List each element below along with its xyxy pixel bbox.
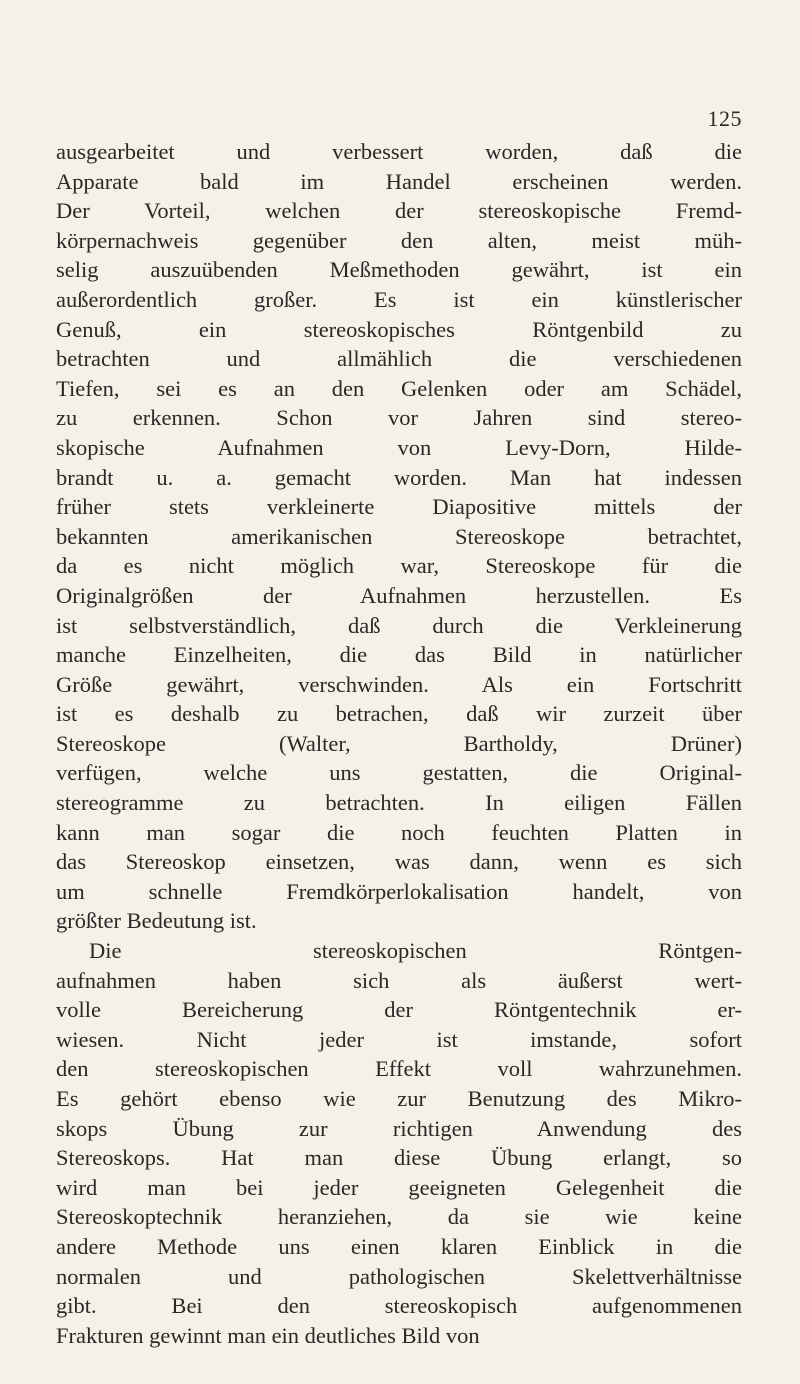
text-line: Frakturen gewinnt man ein deutliches Bild von — [56, 1322, 480, 1348]
text-line: volle Bereicherung der Röntgentechnik er- — [56, 997, 742, 1023]
text-line: früher stets verkleinerte Diapositive mittels der — [56, 494, 742, 520]
text-line: manche Einzelheiten, die das Bild in natürlicher — [56, 642, 742, 668]
text-line: Es gehört ebenso wie zur Benutzung des Mikro- — [56, 1086, 742, 1111]
text-line: normalen und pathologischen Skelettverhältnisse — [56, 1263, 742, 1289]
text-line: größter Bedeutung ist. — [56, 908, 257, 934]
text-line: skopische Aufnahmen von Levy-Dorn, Hilde- — [56, 434, 742, 460]
text-line: Der Vorteil, welchen der stereoskopische Fremd- — [56, 198, 742, 224]
text-line: brandt u. a. gemacht worden. Man hat indessen — [56, 464, 742, 490]
text-line: Größe gewährt, verschwinden. Als ein Fortschritt — [56, 671, 742, 697]
text-line: ist selbstverständlich, daß durch die Verkleinerung — [56, 612, 742, 638]
text-line: andere Methode uns einen klaren Einblick in die — [56, 1233, 742, 1259]
text-line: gibt. Bei den stereoskopisch aufgenommenen — [56, 1293, 742, 1319]
text-line: außerordentlich großer. Es ist ein künstlerischer — [56, 286, 742, 312]
page-number: 125 — [707, 106, 742, 131]
text-line: wiesen. Nicht jeder ist imstande, sofort — [56, 1026, 742, 1052]
text-line: zu erkennen. Schon vor Jahren sind stereo- — [56, 405, 742, 431]
text-line: Tiefen, sei es an den Gelenken oder am Schädel, — [56, 375, 742, 401]
text-line: da es nicht möglich war, Stereoskope für die — [56, 553, 742, 579]
text-line: Stereoskope (Walter, Bartholdy, Drüner) — [56, 730, 742, 756]
text-line: skops Übung zur richtigen Anwendung des — [56, 1115, 742, 1141]
text-line: Originalgrößen der Aufnahmen herzustellen. Es — [56, 582, 742, 608]
text-line: kann man sogar die noch feuchten Platten in — [56, 819, 742, 845]
text-line: Stereoskoptechnik heranziehen, da sie wie keine — [56, 1204, 742, 1230]
text-line: Die stereoskopischen Röntgen- — [89, 938, 742, 964]
text-line: ausgearbeitet und verbessert worden, daß die — [56, 139, 742, 164]
text-line: körpernachweis gegenüber den alten, meist müh- — [56, 227, 742, 253]
text-line: ist es deshalb zu betrachen, daß wir zurzeit über — [56, 701, 742, 727]
text-line: verfügen, welche uns gestatten, die Original- — [56, 760, 742, 786]
text-line: den stereoskopischen Effekt voll wahrzunehmen. — [56, 1056, 742, 1082]
text-line: Apparate bald im Handel erscheinen werden. — [56, 168, 742, 194]
text-line: betrachten und allmählich die verschiedenen — [56, 346, 742, 372]
text-line: wird man bei jeder geeigneten Gelegenheit die — [56, 1174, 742, 1200]
text-line: um schnelle Fremdkörperlokalisation handelt, von — [56, 878, 742, 904]
text-line: das Stereoskop einsetzen, was dann, wenn es sich — [56, 849, 742, 875]
text-line: bekannten amerikanischen Stereoskope betrachtet, — [56, 523, 742, 549]
text-line: stereogramme zu betrachten. In eiligen Fällen — [56, 790, 742, 816]
body-text — [56, 137, 742, 1350]
text-line: Stereoskops. Hat man diese Übung erlangt, so — [56, 1145, 742, 1171]
text-line: selig auszuübenden Meßmethoden gewährt, ist ein — [56, 257, 742, 283]
text-line: aufnahmen haben sich als äußerst wert- — [56, 967, 742, 993]
text-line: Genuß, ein stereoskopisches Röntgenbild zu — [56, 316, 742, 342]
